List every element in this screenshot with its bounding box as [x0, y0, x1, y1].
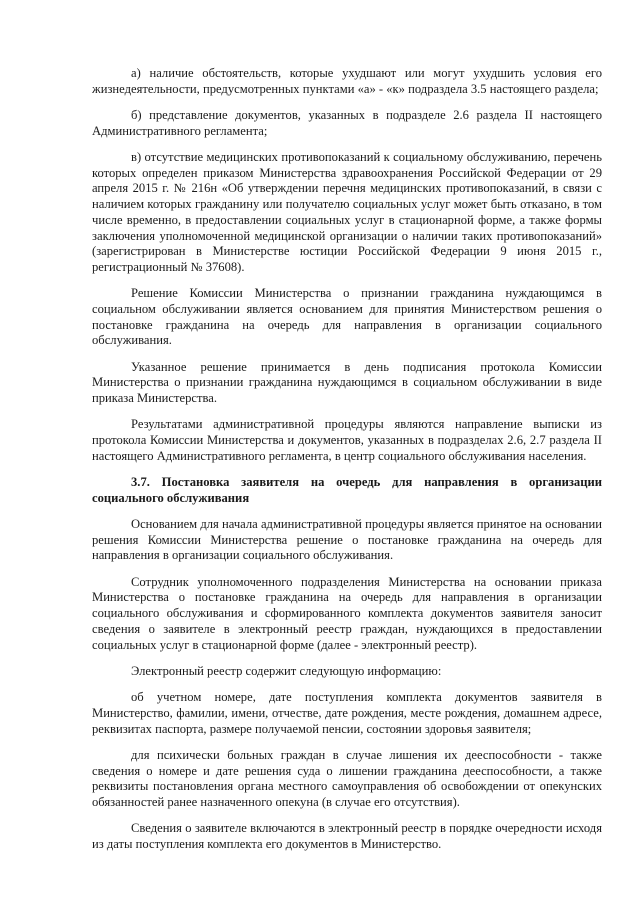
- paragraph-registry-entry: Сотрудник уполномоченного подразделения Министерства на основании приказа Министерства о постановке гражданина на очередь для направления в организации социального обслуживания и сформированного комплекта документов заявителя заносит сведения о заявителе в электронный реестр граждан, нуждающихся в предоставлении социальных услуг в стационарной форме (далее - электронный реестр).: [92, 574, 602, 652]
- paragraph-procedure-basis: Основанием для начала административной процедуры является принятое на основании решения Комиссии Министерства решение о постановке гражданина на очередь для направления в организации социального обслуживания.: [92, 517, 602, 563]
- paragraph-incapacitated-info: для психически больных граждан в случае лишения их дееспособности - также сведения о номере и дате решения суда о лишении гражданина дееспособности, а также реквизиты постановления органа местного самоуправления об освобождении от опекунских обязанностей ранее назначенного опекуна (в случае его отсутствия).: [92, 747, 602, 809]
- section-heading-3-7: 3.7. Постановка заявителя на очередь для направления в организации социального обслуживания: [92, 475, 602, 505]
- document-page: [92, 66, 602, 863]
- paragraph-condition-b: б) представление документов, указанных в подразделе 2.6 раздела II настоящего Административного регламента;: [92, 108, 602, 138]
- paragraph-registry-contents: Электронный реестр содержит следующую информацию:: [131, 663, 442, 678]
- paragraph-condition-c: в) отсутствие медицинских противопоказаний к социальному обслуживанию, перечень которых определен приказом Министерства здравоохранения Российской Федерации от 29 апреля 2015 г. № 216н «Об утверждении перечня медицинских противопоказаний, в связи с наличием которых гражданину или получателю социальных услуг может быть отказано, в том числе временно, в предоставлении социальных услуг в стационарной форме, а также формы заключения уполномоченной медицинской организации о наличии таких противопоказаний» (зарегистрирован в Министерстве юстиции Российской Федерации 9 июня 2015 г., регистрационный № 37608).: [92, 150, 602, 274]
- paragraph-registry-order: Сведения о заявителе включаются в электронный реестр в порядке очередности исходя из даты поступления комплекта его документов в Министерство.: [92, 821, 602, 851]
- paragraph-registry-fields: об учетном номере, дате поступления комплекта документов заявителя в Министерство, фамилии, имени, отчестве, дате рождения, месте рождения, домашнем адресе, реквизитах паспорта, размере получаемой пенсии, состоянии здоровья заявителя;: [92, 690, 602, 736]
- paragraph-decision-date: Указанное решение принимается в день подписания протокола Комиссии Министерства о признании гражданина нуждающимся в социальном обслуживании в виде приказа Министерства.: [92, 359, 602, 406]
- paragraph-condition-a: а) наличие обстоятельств, которые ухудшают или могут ухудшить условия его жизнедеятельности, предусмотренных пунктами «а» - «к» подраздела 3.5 настоящего раздела;: [92, 66, 602, 96]
- paragraph-commission-decision: Решение Комиссии Министерства о признании гражданина нуждающимся в социальном обслуживании является основанием для принятия Министерством решения о постановке гражданина на очередь для направления в организации социального обслуживания.: [92, 286, 602, 348]
- paragraph-procedure-results: Результатами административной процедуры являются направление выписки из протокола Комиссии Министерства и документов, указанных в подразделах 2.6, 2.7 раздела II настоящего Административного регламента, в центр социального обслуживания населения.: [92, 417, 602, 463]
